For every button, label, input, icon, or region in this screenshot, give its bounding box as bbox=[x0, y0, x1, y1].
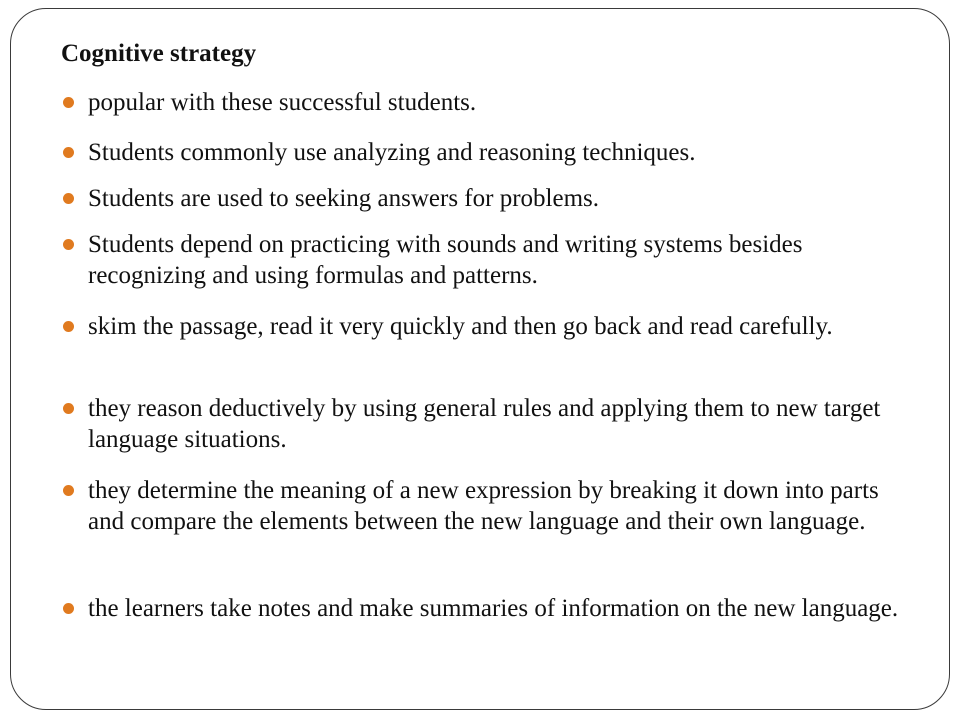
bullet-text: popular with these successful students. bbox=[88, 89, 477, 116]
bullet-dot-icon bbox=[63, 485, 74, 496]
bullet-dot-icon bbox=[63, 403, 74, 414]
bullet-text: they determine the meaning of a new expression by breaking it down into parts and compare the elements between the new language and their own language. bbox=[88, 477, 879, 535]
bullet-dot-icon bbox=[63, 97, 74, 108]
bullet-dot-icon bbox=[63, 193, 74, 204]
bullet-text: skim the passage, read it very quickly and then go back and read carefully. bbox=[88, 313, 833, 340]
bullet-text: Students depend on practicing with sounds and writing systems besides recognizing and using formulas and patterns. bbox=[88, 231, 803, 289]
slide-heading: Cognitive strategy bbox=[61, 40, 257, 67]
bullet-text: the learners take notes and make summaries of information on the new language. bbox=[88, 595, 899, 622]
bullet-dot-icon bbox=[63, 603, 74, 614]
bullet-dot-icon bbox=[63, 321, 74, 332]
bullet-dot-icon bbox=[63, 147, 74, 158]
slide-frame bbox=[10, 8, 950, 710]
bullet-text: they reason deductively by using general rules and applying them to new target language situations. bbox=[88, 395, 881, 453]
slide-content bbox=[11, 9, 951, 711]
bullet-text: Students are used to seeking answers for problems. bbox=[88, 185, 599, 212]
bullet-dot-icon bbox=[63, 239, 74, 250]
bullet-text: Students commonly use analyzing and reasoning techniques. bbox=[88, 139, 696, 166]
